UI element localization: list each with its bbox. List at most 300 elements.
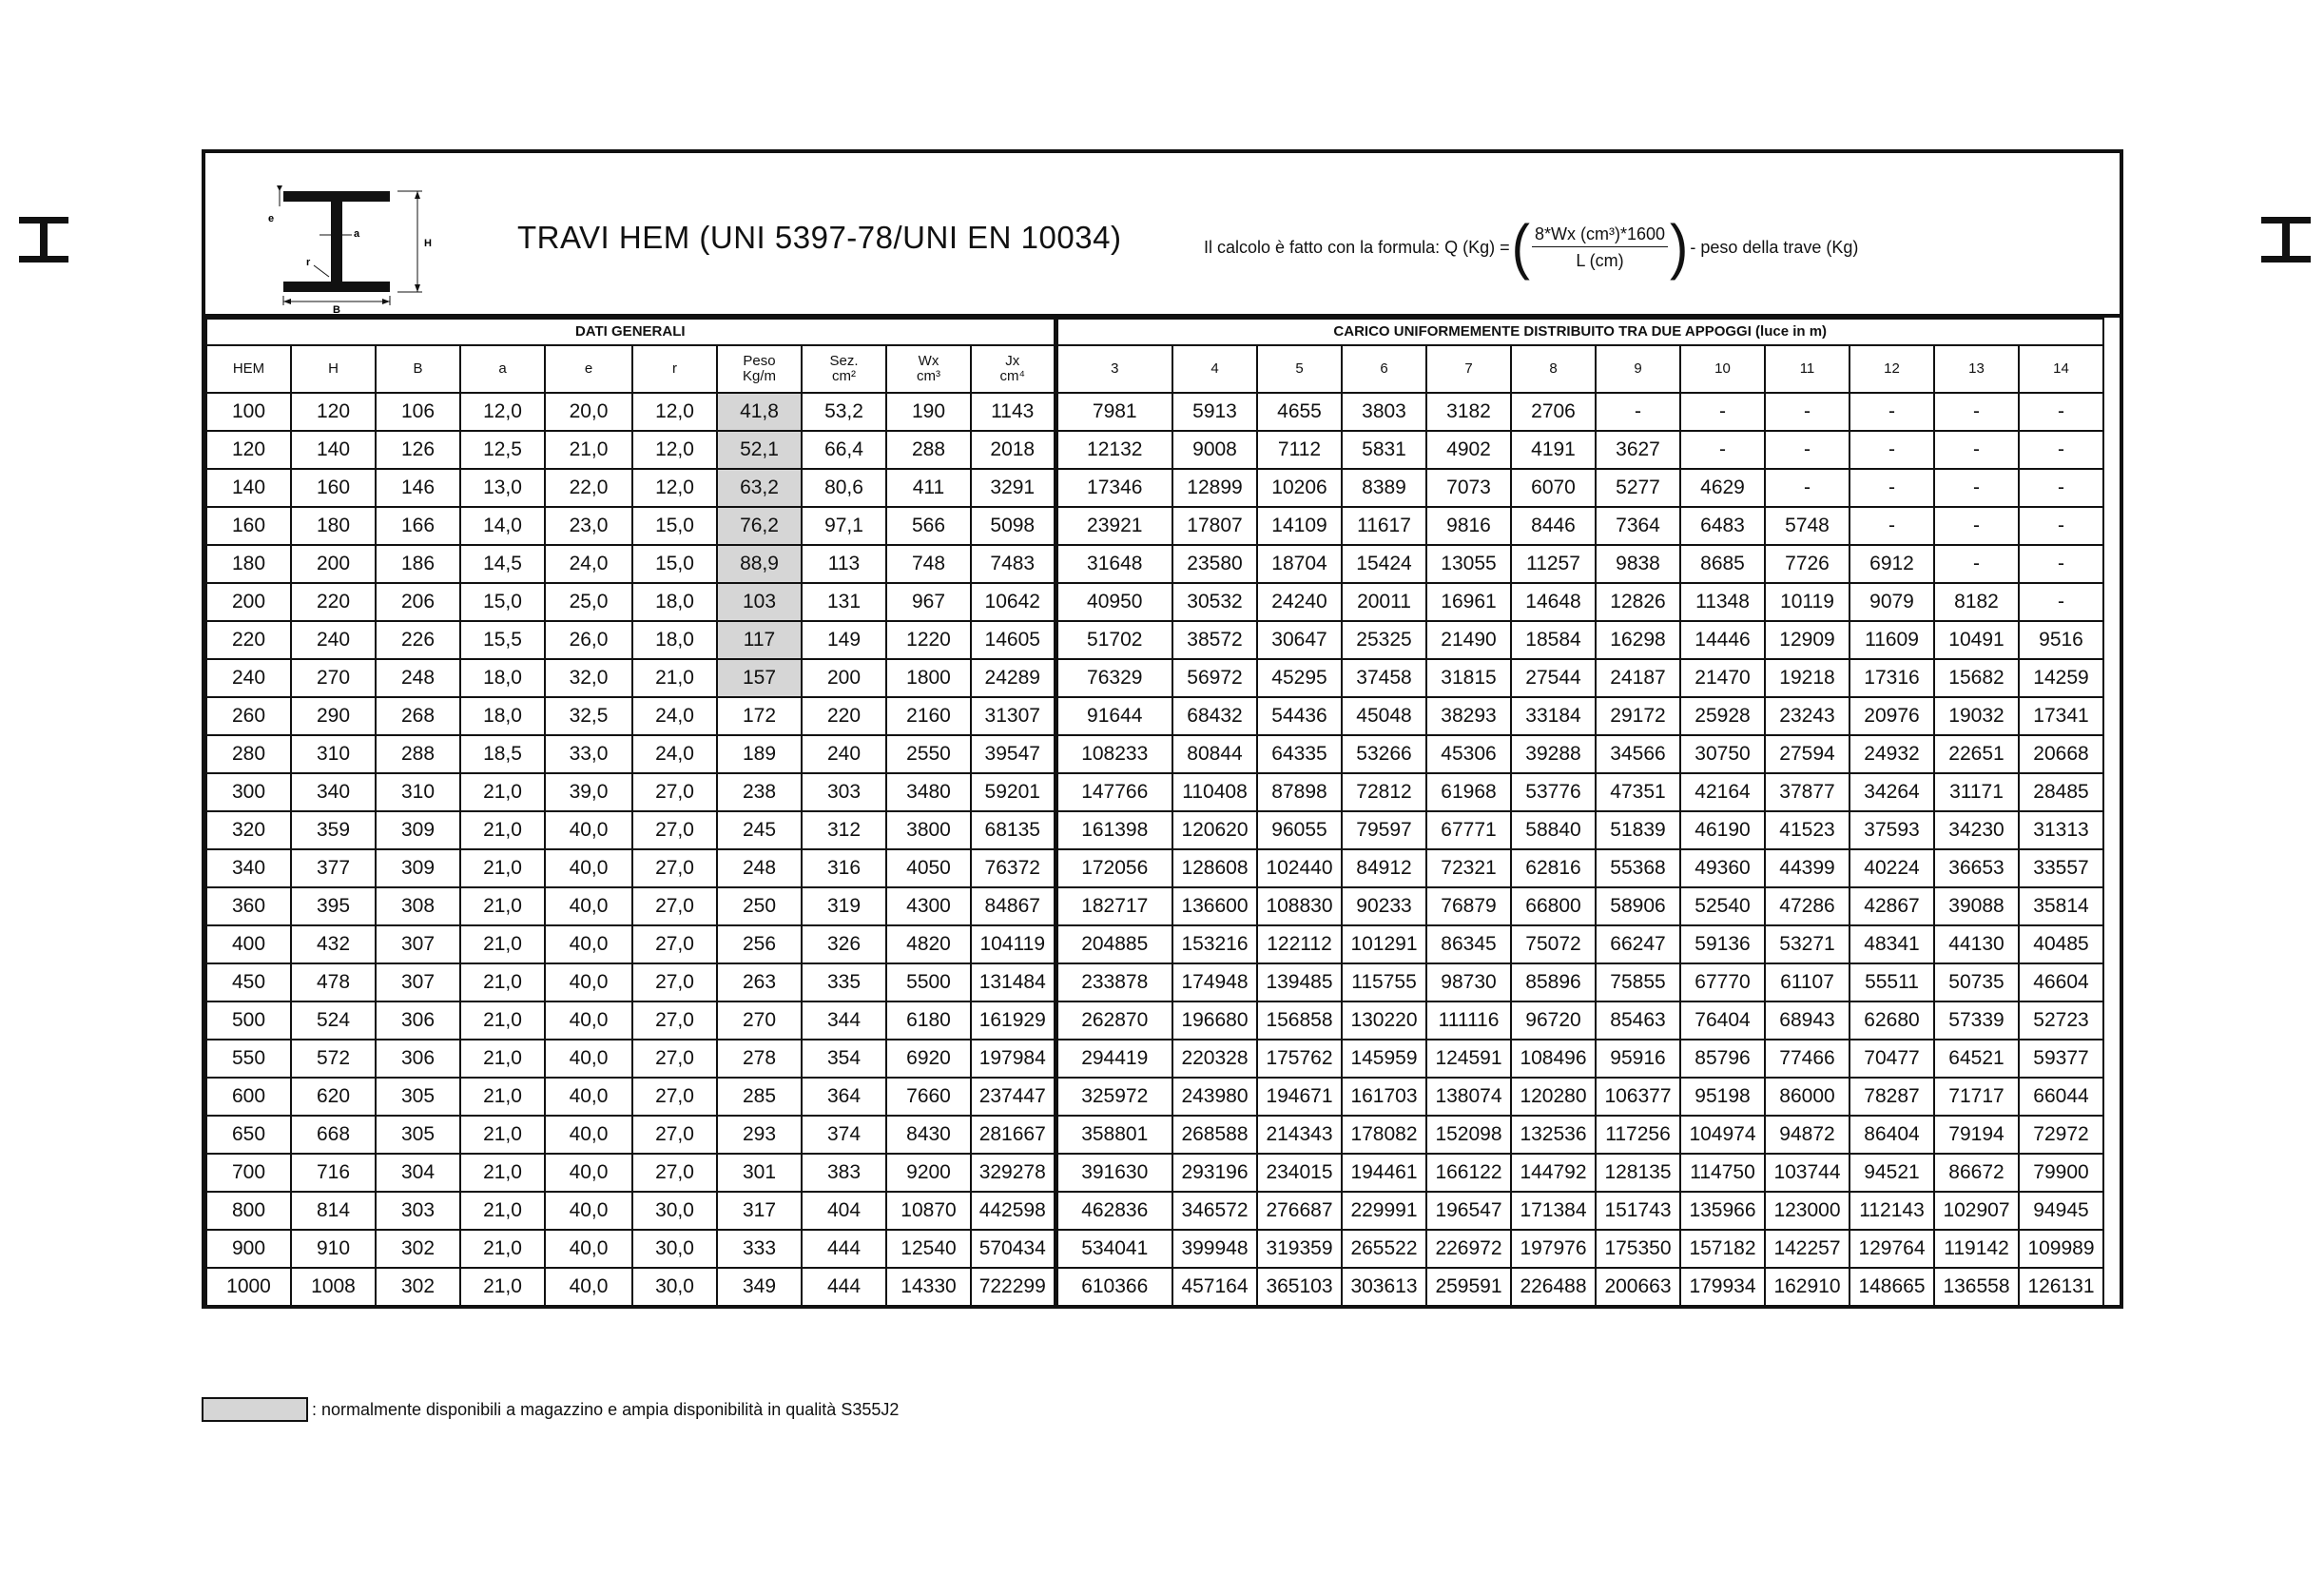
table-cell-general: 7483 [971,545,1055,583]
table-row [206,583,2103,621]
table-cell-general: 620 [291,1078,376,1116]
table-cell-general: 900 [206,1230,291,1268]
table-cell-load: 28485 [2019,773,2103,811]
page-title: TRAVI HEM (UNI 5397-78/UNI EN 10034) [517,220,1122,255]
table-cell-general: 260 [206,697,291,735]
table-cell-load: 11348 [1680,583,1765,621]
table-cell-load: 4655 [1257,393,1342,431]
table-cell-general: 26,0 [545,621,632,659]
table-cell-general: 237447 [971,1078,1055,1116]
column-header-span: 9 [1596,345,1680,393]
table-cell-load: 13055 [1426,545,1511,583]
table-cell-general: 4050 [886,849,971,887]
table-cell-general: 6920 [886,1040,971,1078]
table-cell-general: 40,0 [545,1116,632,1154]
table-cell-general: 20,0 [545,393,632,431]
diagram-label-e: e [268,213,275,224]
table-cell-general: 200 [206,583,291,621]
table-cell-load: 3627 [1596,431,1680,469]
table-cell-general: 24289 [971,659,1055,697]
table-cell-load: 12132 [1055,431,1172,469]
table-cell-load: 4629 [1680,469,1765,507]
table-cell-load: 214343 [1257,1116,1342,1154]
table-cell-load: 138074 [1426,1078,1511,1116]
table-cell-load: 9008 [1172,431,1257,469]
table-cell-load: 108496 [1511,1040,1596,1078]
table-cell-load: 51839 [1596,811,1680,849]
table-cell-general: 13,0 [460,469,545,507]
table-cell-load: 115755 [1342,963,1426,1001]
column-header-span: 8 [1511,345,1596,393]
table-cell-load: 66800 [1511,887,1596,925]
table-cell-load: 7073 [1426,469,1511,507]
table-cell-load: 12826 [1596,583,1680,621]
column-header-span: 10 [1680,345,1765,393]
table-row [206,963,2103,1001]
table-cell-load: 86404 [1850,1116,1934,1154]
table-cell-general: 245 [717,811,802,849]
table-cell-general: 120 [206,431,291,469]
table-cell-general: 300 [206,773,291,811]
table-cell-general: 40,0 [545,1078,632,1116]
table-cell-load: 50735 [1934,963,2019,1001]
table-cell-general: 722299 [971,1268,1055,1306]
table-cell-load: 16961 [1426,583,1511,621]
table-cell-load: 53271 [1765,925,1850,963]
table-cell-general: 500 [206,1001,291,1040]
beam-table-frame [202,149,2123,1309]
table-cell-load: 62680 [1850,1001,1934,1040]
table-cell-load: 24240 [1257,583,1342,621]
table-row [206,1116,2103,1154]
table-cell-general: 149 [802,621,886,659]
table-cell-load: 91644 [1055,697,1172,735]
table-cell-general: 238 [717,773,802,811]
table-cell-load: 36653 [1934,849,2019,887]
table-cell-load: 174948 [1172,963,1257,1001]
table-cell-load: 95916 [1596,1040,1680,1078]
table-cell-load: 136600 [1172,887,1257,925]
table-cell-general: 15,0 [460,583,545,621]
table-cell-general: 270 [291,659,376,697]
table-cell-general: 354 [802,1040,886,1078]
table-cell-load: 37593 [1850,811,1934,849]
table-cell-load: 11617 [1342,507,1426,545]
legend [202,1397,899,1422]
legend-text: : normalmente disponibili a magazzino e ampia disponibilità in qualità S355J2 [312,1399,900,1419]
table-cell-load: - [2019,583,2103,621]
table-cell-load: 27594 [1765,735,1850,773]
table-cell-load: 17346 [1055,469,1172,507]
table-cell-general: 383 [802,1154,886,1192]
table-cell-load: - [2019,545,2103,583]
column-header-span: 6 [1342,345,1426,393]
table-cell-load: 70477 [1850,1040,1934,1078]
table-cell-general: 668 [291,1116,376,1154]
table-cell-general: 40,0 [545,887,632,925]
table-cell-load: 41523 [1765,811,1850,849]
table-cell-load: 142257 [1765,1230,1850,1268]
table-cell-general: 40,0 [545,1040,632,1078]
table-cell-general: 250 [717,887,802,925]
table-cell-load: 80844 [1172,735,1257,773]
table-cell-load: 123000 [1765,1192,1850,1230]
table-cell-general: 21,0 [460,925,545,963]
table-cell-load: 34566 [1596,735,1680,773]
table-cell-general: 27,0 [632,887,717,925]
table-cell-load: 9079 [1850,583,1934,621]
formula-denominator: L (cm) [1576,250,1624,270]
table-cell-general: 31307 [971,697,1055,735]
table-cell-general: 524 [291,1001,376,1040]
column-header-span: 5 [1257,345,1342,393]
table-cell-load: 4902 [1426,431,1511,469]
table-cell-load: 38293 [1426,697,1511,735]
table-cell-general: 21,0 [545,431,632,469]
table-cell-load: 7364 [1596,507,1680,545]
table-cell-load: 262870 [1055,1001,1172,1040]
table-cell-load: 8389 [1342,469,1426,507]
table-cell-general: 305 [376,1078,460,1116]
table-cell-load: 259591 [1426,1268,1511,1306]
table-row [206,545,2103,583]
table-cell-general: 305 [376,1116,460,1154]
table-cell-load: 346572 [1172,1192,1257,1230]
table-cell-load: 18584 [1511,621,1596,659]
table-cell-load: 29172 [1596,697,1680,735]
column-header-span: 11 [1765,345,1850,393]
table-cell-load: 110408 [1172,773,1257,811]
table-cell-load: 151743 [1596,1192,1680,1230]
table-cell-load: 325972 [1055,1078,1172,1116]
table-cell-general: 206 [376,583,460,621]
diagram-label-h: H [424,238,432,249]
table-cell-load: 34230 [1934,811,2019,849]
table-cell-load: 44399 [1765,849,1850,887]
table-cell-load: 33557 [2019,849,2103,887]
table-cell-load: 126131 [2019,1268,2103,1306]
table-cell-load: 61968 [1426,773,1511,811]
table-row [206,659,2103,697]
table-cell-load: 161703 [1342,1078,1426,1116]
table-cell-general: 326 [802,925,886,963]
table-cell-general: 316 [802,849,886,887]
table-cell-general: 80,6 [802,469,886,507]
table-cell-load: 162910 [1765,1268,1850,1306]
table-cell-load: 229991 [1342,1192,1426,1230]
table-cell-load: 2706 [1511,393,1596,431]
table-cell-load: 42164 [1680,773,1765,811]
table-cell-general: 256 [717,925,802,963]
table-cell-general: 220 [291,583,376,621]
table-cell-general: 9200 [886,1154,971,1192]
table-cell-load: 5748 [1765,507,1850,545]
table-cell-load: 166122 [1426,1154,1511,1192]
table-cell-load: - [1934,469,2019,507]
column-header-label: Sez. [829,352,859,369]
table-cell-general: 3291 [971,469,1055,507]
table-cell-load: 47351 [1596,773,1680,811]
table-cell-load: 37877 [1765,773,1850,811]
table-cell-general: 444 [802,1268,886,1306]
table-cell-load: 7726 [1765,545,1850,583]
table-cell-general: 226 [376,621,460,659]
table-cell-load: 16298 [1596,621,1680,659]
table-cell-general: 306 [376,1001,460,1040]
table-cell-general: 700 [206,1154,291,1192]
table-cell-load: 265522 [1342,1230,1426,1268]
column-header-span: 12 [1850,345,1934,393]
table-cell-general: 27,0 [632,773,717,811]
table-cell-general: 200 [802,659,886,697]
table-cell-general: 359 [291,811,376,849]
table-cell-general: 220 [802,697,886,735]
table-cell-general: 3480 [886,773,971,811]
table-row [206,735,2103,773]
table-cell-general: 288 [376,735,460,773]
table-cell-load: 204885 [1055,925,1172,963]
table-cell-load: 108233 [1055,735,1172,773]
table-cell-general: 106 [376,393,460,431]
table-cell-load: 62816 [1511,849,1596,887]
table-cell-general: 12,0 [632,431,717,469]
table-cell-load: 46190 [1680,811,1765,849]
table-cell-general: 88,9 [717,545,802,583]
table-cell-load: - [1850,507,1934,545]
table-cell-load: 72812 [1342,773,1426,811]
table-cell-general: 335 [802,963,886,1001]
column-header-general [971,345,1055,393]
table-cell-load: 96055 [1257,811,1342,849]
table-cell-load: 319359 [1257,1230,1342,1268]
table-cell-general: 2160 [886,697,971,735]
table-cell-load: 40950 [1055,583,1172,621]
table-cell-load: 5913 [1172,393,1257,431]
table-cell-general: 1000 [206,1268,291,1306]
table-row [206,621,2103,659]
table-cell-load: 23921 [1055,507,1172,545]
table-cell-general: 100 [206,393,291,431]
table-row [206,925,2103,963]
table-cell-general: 2018 [971,431,1055,469]
table-row [206,431,2103,469]
table-cell-load: 79597 [1342,811,1426,849]
table-cell-load: 144792 [1511,1154,1596,1192]
table-cell-general: 14605 [971,621,1055,659]
column-header-general [545,345,632,393]
table-cell-load: 42867 [1850,887,1934,925]
table-cell-general: 800 [206,1192,291,1230]
table-cell-general: 1008 [291,1268,376,1306]
table-row [206,469,2103,507]
table-cell-load: 11257 [1511,545,1596,583]
table-cell-load: 47286 [1765,887,1850,925]
table-cell-load: 102907 [1934,1192,2019,1230]
table-cell-general: 303 [802,773,886,811]
table-cell-general: 572 [291,1040,376,1078]
table-cell-load: 268588 [1172,1116,1257,1154]
table-cell-general: 10870 [886,1192,971,1230]
table-cell-general: 21,0 [460,1154,545,1192]
table-cell-general: 27,0 [632,1001,717,1040]
table-cell-general: 344 [802,1001,886,1040]
table-cell-general: 18,0 [460,697,545,735]
table-cell-load: 94872 [1765,1116,1850,1154]
table-cell-load: 14446 [1680,621,1765,659]
table-cell-general: 21,0 [632,659,717,697]
table-cell-general: 39,0 [545,773,632,811]
table-cell-load: 109989 [2019,1230,2103,1268]
table-cell-general: 40,0 [545,925,632,963]
table-cell-load: 30647 [1257,621,1342,659]
table-cell-load: - [2019,469,2103,507]
table-cell-general: 186 [376,545,460,583]
table-cell-load: 172056 [1055,849,1172,887]
table-cell-general: 166 [376,507,460,545]
table-cell-general: 131 [802,583,886,621]
table-cell-load: 98730 [1426,963,1511,1001]
table-cell-general: 40,0 [545,1154,632,1192]
table-cell-load: 58906 [1596,887,1680,925]
table-cell-general: 21,0 [460,1040,545,1078]
table-cell-load: 30750 [1680,735,1765,773]
table-cell-load: 114750 [1680,1154,1765,1192]
table-cell-load: 20976 [1850,697,1934,735]
table-cell-general: 40,0 [545,1192,632,1230]
table-cell-general: 1800 [886,659,971,697]
table-cell-load: 120280 [1511,1078,1596,1116]
table-cell-load: 15682 [1934,659,2019,697]
table-cell-load: 102440 [1257,849,1342,887]
table-cell-load: - [1680,393,1765,431]
table-cell-load: 52540 [1680,887,1765,925]
table-cell-load: 293196 [1172,1154,1257,1192]
table-cell-general: 24,0 [545,545,632,583]
table-cell-general: 14,5 [460,545,545,583]
table-cell-load: 175350 [1596,1230,1680,1268]
table-cell-load: 84912 [1342,849,1426,887]
table-cell-general: 306 [376,1040,460,1078]
table-row [206,1230,2103,1268]
table-cell-load: 6070 [1511,469,1596,507]
table-cell-general: 12540 [886,1230,971,1268]
table-cell-general: 748 [886,545,971,583]
table-cell-load: 194461 [1342,1154,1426,1192]
table-cell-load: 276687 [1257,1192,1342,1230]
table-cell-load: 55511 [1850,963,1934,1001]
table-cell-general: 374 [802,1116,886,1154]
table-cell-general: 364 [802,1078,886,1116]
table-cell-general: 15,0 [632,507,717,545]
column-header-label: Jx [1005,352,1020,369]
table-cell-general: 444 [802,1230,886,1268]
table-cell-general: 40,0 [545,1268,632,1306]
table-cell-load: 85796 [1680,1040,1765,1078]
table-cell-load: 31171 [1934,773,2019,811]
load-formula [1204,212,1859,282]
table-cell-load: - [1850,469,1934,507]
table-cell-load: 4191 [1511,431,1596,469]
table-cell-load: 45048 [1342,697,1426,735]
table-cell-load: 153216 [1172,925,1257,963]
table-cell-general: 160 [206,507,291,545]
table-cell-general: 12,0 [460,393,545,431]
beam-cross-section-diagram [261,174,451,316]
table-cell-load: - [1765,431,1850,469]
table-cell-general: 160 [291,469,376,507]
table-cell-load: 45295 [1257,659,1342,697]
table-cell-general: 4820 [886,925,971,963]
table-cell-general: 197984 [971,1040,1055,1078]
table-cell-load: 117256 [1596,1116,1680,1154]
table-cell-general: 12,5 [460,431,545,469]
table-cell-load: 59136 [1680,925,1765,963]
column-header-span: 14 [2019,345,2103,393]
table-cell-load: 128608 [1172,849,1257,887]
table-cell-load: 7981 [1055,393,1172,431]
table-cell-load: 67770 [1680,963,1765,1001]
table-cell-general: 126 [376,431,460,469]
table-cell-load: 53266 [1342,735,1426,773]
table-cell-load: 9838 [1596,545,1680,583]
table-cell-load: 457164 [1172,1268,1257,1306]
column-header-label: r [672,360,677,377]
table-cell-load: 8182 [1934,583,2019,621]
table-cell-load: 48341 [1850,925,1934,963]
table-cell-load: 3182 [1426,393,1511,431]
table-cell-general: 395 [291,887,376,925]
table-cell-load: 17316 [1850,659,1934,697]
column-header-span: 3 [1055,345,1172,393]
table-cell-general: 1143 [971,393,1055,431]
table-cell-load: 10119 [1765,583,1850,621]
table-cell-load: 85463 [1596,1001,1680,1040]
table-cell-general: 450 [206,963,291,1001]
table-cell-load: 108830 [1257,887,1342,925]
column-header-general [802,345,886,393]
section-general: DATI GENERALI [206,319,1055,345]
column-header-label: B [413,360,423,377]
table-cell-load: 75855 [1596,963,1680,1001]
table-row [206,1154,2103,1192]
table-cell-load: 68943 [1765,1001,1850,1040]
table-cell-general: 12,0 [632,469,717,507]
table-cell-load: 21470 [1680,659,1765,697]
table-cell-load: 122112 [1257,925,1342,963]
column-header-general [460,345,545,393]
table-cell-general: 317 [717,1192,802,1230]
formula-numerator: 8*Wx (cm³)*1600 [1532,224,1668,247]
table-cell-general: 21,0 [460,887,545,925]
table-cell-general: 312 [802,811,886,849]
table-cell-general: 140 [206,469,291,507]
hem-beam-table [205,318,2104,1307]
table-row [206,849,2103,887]
table-cell-load: 34264 [1850,773,1934,811]
table-cell-general: 404 [802,1192,886,1230]
table-cell-load: 196547 [1426,1192,1511,1230]
table-cell-general: 23,0 [545,507,632,545]
diagram-label-r: r [306,257,311,268]
table-cell-load: 31815 [1426,659,1511,697]
table-cell-load: 45306 [1426,735,1511,773]
table-cell-general: 4300 [886,887,971,925]
table-cell-general: 27,0 [632,849,717,887]
table-cell-general: 5500 [886,963,971,1001]
table-cell-general: 76372 [971,849,1055,887]
table-row [206,1192,2103,1230]
table-cell-general: 30,0 [632,1268,717,1306]
